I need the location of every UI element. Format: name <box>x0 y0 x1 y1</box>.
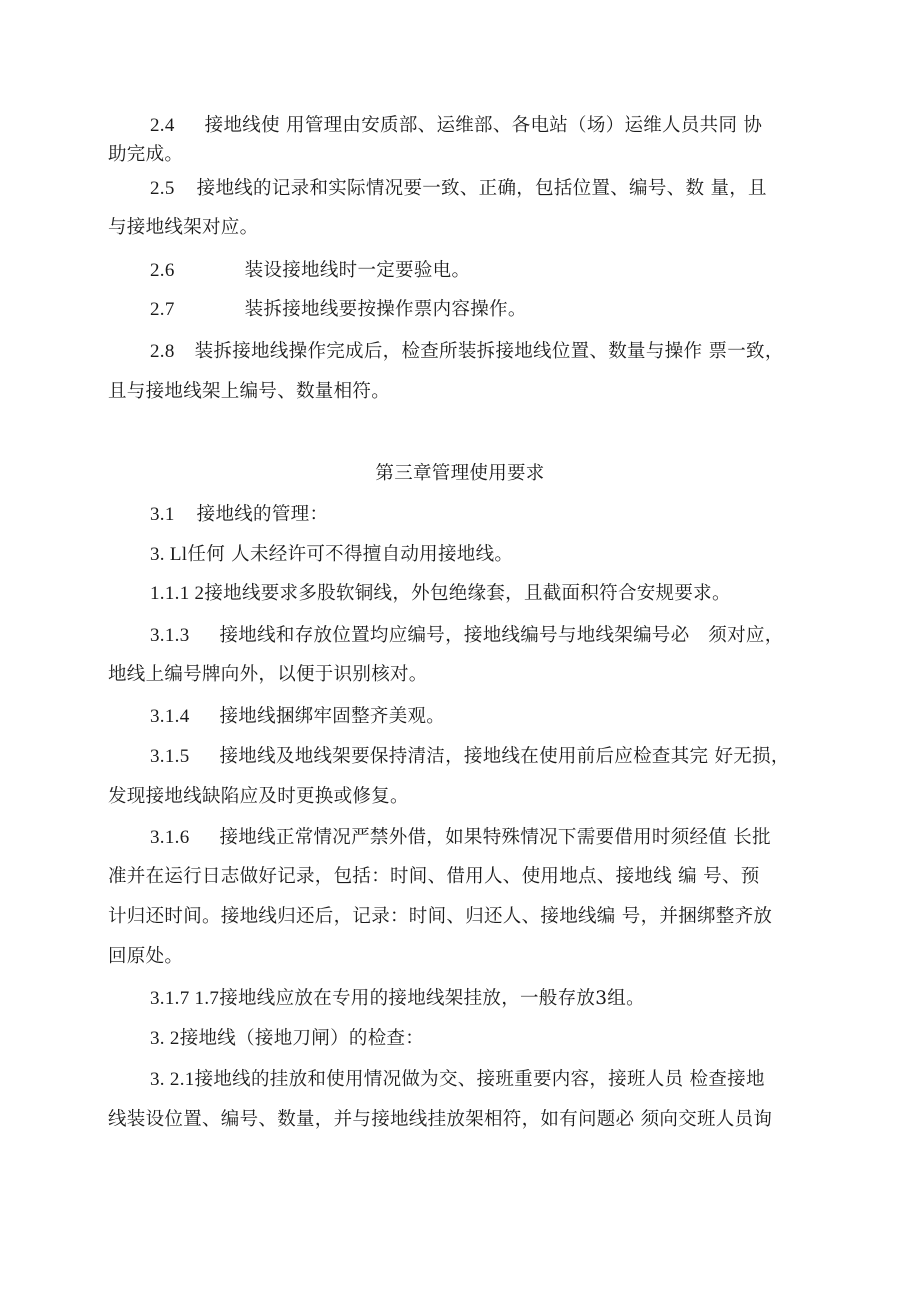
section-number: 3. 2 <box>150 1028 180 1049</box>
section-text: 接地线要求多股软铜线，外包绝缘套，且截面积符合安规要求。 <box>204 583 731 604</box>
paragraph-2-4-line-2: 助完成。 <box>108 144 184 165</box>
section-text: 接地线（接地刀闸）的检查： <box>179 1028 425 1049</box>
section-text: 接地线及地线架要保持清洁，接地线在使用前后应检查其完 好无损， <box>219 746 790 767</box>
section-number: 3.1.4 <box>150 706 190 727</box>
section-text: 接地线正常情况严禁外借，如果特殊情况下需要借用时须经值 长批 <box>219 827 771 848</box>
paragraph-2-6 <box>150 259 470 283</box>
section-3-1-5-line-1 <box>150 745 790 769</box>
section-number: 3.1.3 <box>150 625 190 646</box>
section-3-1-7 <box>150 987 645 1011</box>
section-number: 3. Ll <box>150 544 188 565</box>
paragraph-text: 装拆接地线要按操作票内容操作。 <box>244 299 527 320</box>
section-number: 1.1.1 2 <box>150 583 205 604</box>
paragraph-2-8-line-1 <box>150 340 784 364</box>
paragraph-2-5-line-1 <box>150 177 767 201</box>
paragraph-2-7 <box>150 298 527 322</box>
section-3-1-6-line-1 <box>150 826 771 850</box>
section-3-1-3-line-2: 地线上编号牌向外，以便于识别核对。 <box>108 664 428 685</box>
section-3-1-6-line-3: 计归还时间。接地线归还后，记录：时间、归还人、接地线编 号，并捆绑整齐放 <box>108 906 773 927</box>
paragraph-text: 接地线的记录和实际情况要一致、正确，包括位置、编号、数 量，且 <box>196 178 767 199</box>
section-text: 接地线的管理： <box>196 504 329 525</box>
paragraph-text: 接地线使 用管理由安质部、运维部、各电站（场）运维人员共同 协 <box>204 115 763 136</box>
paragraph-2-4-line-1 <box>150 114 762 138</box>
section-3-1-5-line-2: 发现接地线缺陷应及时更换或修复。 <box>108 786 409 807</box>
section-3-1-4 <box>150 705 445 729</box>
section-number: 3. 2.1 <box>150 1069 195 1090</box>
section-number: 3.1 <box>150 504 175 525</box>
section-3-2 <box>150 1027 424 1051</box>
section-number: 2.5 <box>150 178 175 199</box>
section-number: 2.4 <box>150 115 175 136</box>
section-number: 3.1.5 <box>150 746 190 767</box>
section-3-2-1-line-2: 线装设位置、编号、数量，并与接地线挂放架相符，如有问题必 须向交班人员询 <box>108 1109 773 1130</box>
section-text: 任何 人未经许可不得擅自动用接地线。 <box>187 544 514 565</box>
paragraph-2-8-line-2: 且与接地线架上编号、数量相符。 <box>108 381 391 402</box>
section-3-2-1-line-1 <box>150 1068 765 1092</box>
section-3-1-6-line-2: 准并在运行日志做好记录，包括：时间、借用人、使用地点、接地线 编 号、预 <box>108 866 760 887</box>
paragraph-text: 装设接地线时一定要验电。 <box>244 260 471 281</box>
section-text: 接地线捆绑牢固整齐美观。 <box>219 706 446 727</box>
section-number: 2.8 <box>150 341 175 362</box>
section-number: 2.6 <box>150 260 175 281</box>
section-3-1-3-line-1 <box>150 624 784 648</box>
paragraph-2-5-line-2: 与接地线架对应。 <box>108 217 259 238</box>
chapter-heading: 第三章管理使用要求 <box>375 463 545 484</box>
section-number: 3.1.6 <box>150 827 190 848</box>
paragraph-text: 装拆接地线操作完成后，检查所装拆接地线位置、数量与操作 票一致， <box>194 341 784 362</box>
section-number: 2.7 <box>150 299 175 320</box>
section-3-1-6-line-4: 回原处。 <box>108 946 184 967</box>
section-3-1-1 <box>150 543 513 567</box>
section-text: 接地线和存放位置均应编号，接地线编号与地线架编号必 须对应， <box>219 625 784 646</box>
section-3-1-2 <box>150 582 731 606</box>
section-text: 接地线应放在专用的接地线架挂放，一般存放3组。 <box>219 988 645 1009</box>
section-3-1 <box>150 503 328 527</box>
section-number: 3.1.7 1.7 <box>150 988 220 1009</box>
section-text: 接地线的挂放和使用情况做为交、接班重要内容，接班人员 检查接地 <box>194 1069 765 1090</box>
